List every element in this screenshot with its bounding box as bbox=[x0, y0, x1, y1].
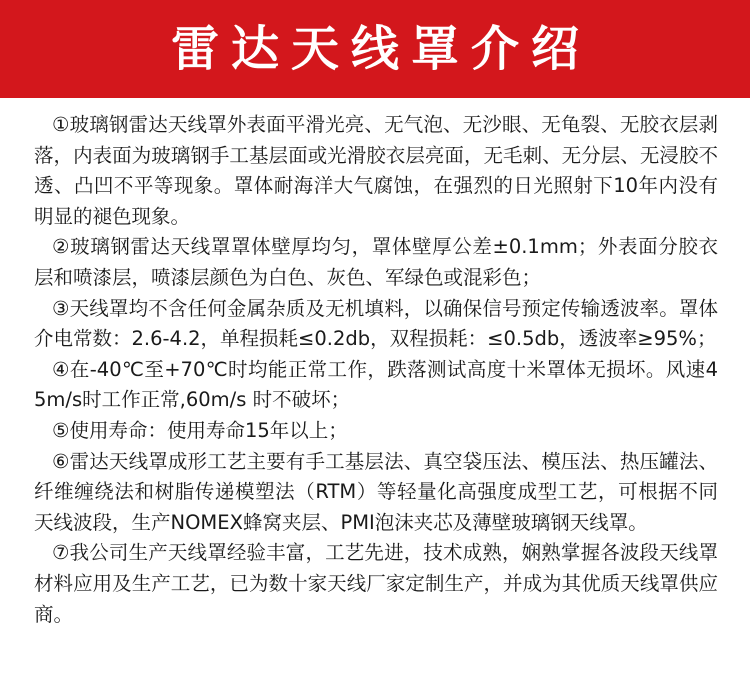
paragraph-4: ④在-40℃至+70℃时均能正常工作，跌落测试高度十米罩体无损坏。风速45m/s时工作正常,60m/s 时不破坏； bbox=[34, 357, 718, 412]
paragraph-2: ②玻璃钢雷达天线罩罩体壁厚均匀，罩体壁厚公差±0.1mm；外表面分胶衣层和喷漆层，喷漆层颜色为白色、灰色、军绿色或混彩色； bbox=[34, 235, 718, 289]
title-banner bbox=[0, 0, 750, 98]
paragraph-1: ①玻璃钢雷达天线罩外表面平滑光亮、无气泡、无沙眼、无龟裂、无胶衣层剥落，内表面为玻璃钢手工基层面或光滑胶衣层亮面，无毛刺、无分层、无浸胶不透、凸凹不平等现象。罩体耐海洋大气腐蚀，在强烈的日光照射下10年内没有明显的褪色现象。 bbox=[34, 113, 718, 228]
paragraph-5: ⑤使用寿命：使用寿命15年以上； bbox=[52, 418, 348, 442]
intro-body bbox=[34, 110, 718, 630]
page-title: 雷达天线罩介绍 bbox=[170, 21, 591, 77]
paragraph-6: ⑥雷达天线罩成形工艺主要有手工基层法、真空袋压法、模压法、热压罐法、纤维缠绕法和树脂传递模塑法（RTM）等轻量化高强度成型工艺，可根据不同天线波段，生产NOMEX蜂窝夹层、PMI泡沫夹芯及薄壁玻璃钢天线罩。 bbox=[34, 449, 718, 534]
paragraph-7: ⑦我公司生产天线罩经验丰富，工艺先进，技术成熟，娴熟掌握各波段天线罩材料应用及生产工艺，已为数十家天线厂家定制生产，并成为其优质天线罩供应商。 bbox=[34, 541, 718, 626]
paragraph-3: ③天线罩均不含任何金属杂质及无机填料，以确保信号预定传输透波率。罩体介电常数：2.6-4.2，单程损耗≤0.2db，双程损耗：≤0.5db，透波率≥95%； bbox=[34, 296, 718, 351]
